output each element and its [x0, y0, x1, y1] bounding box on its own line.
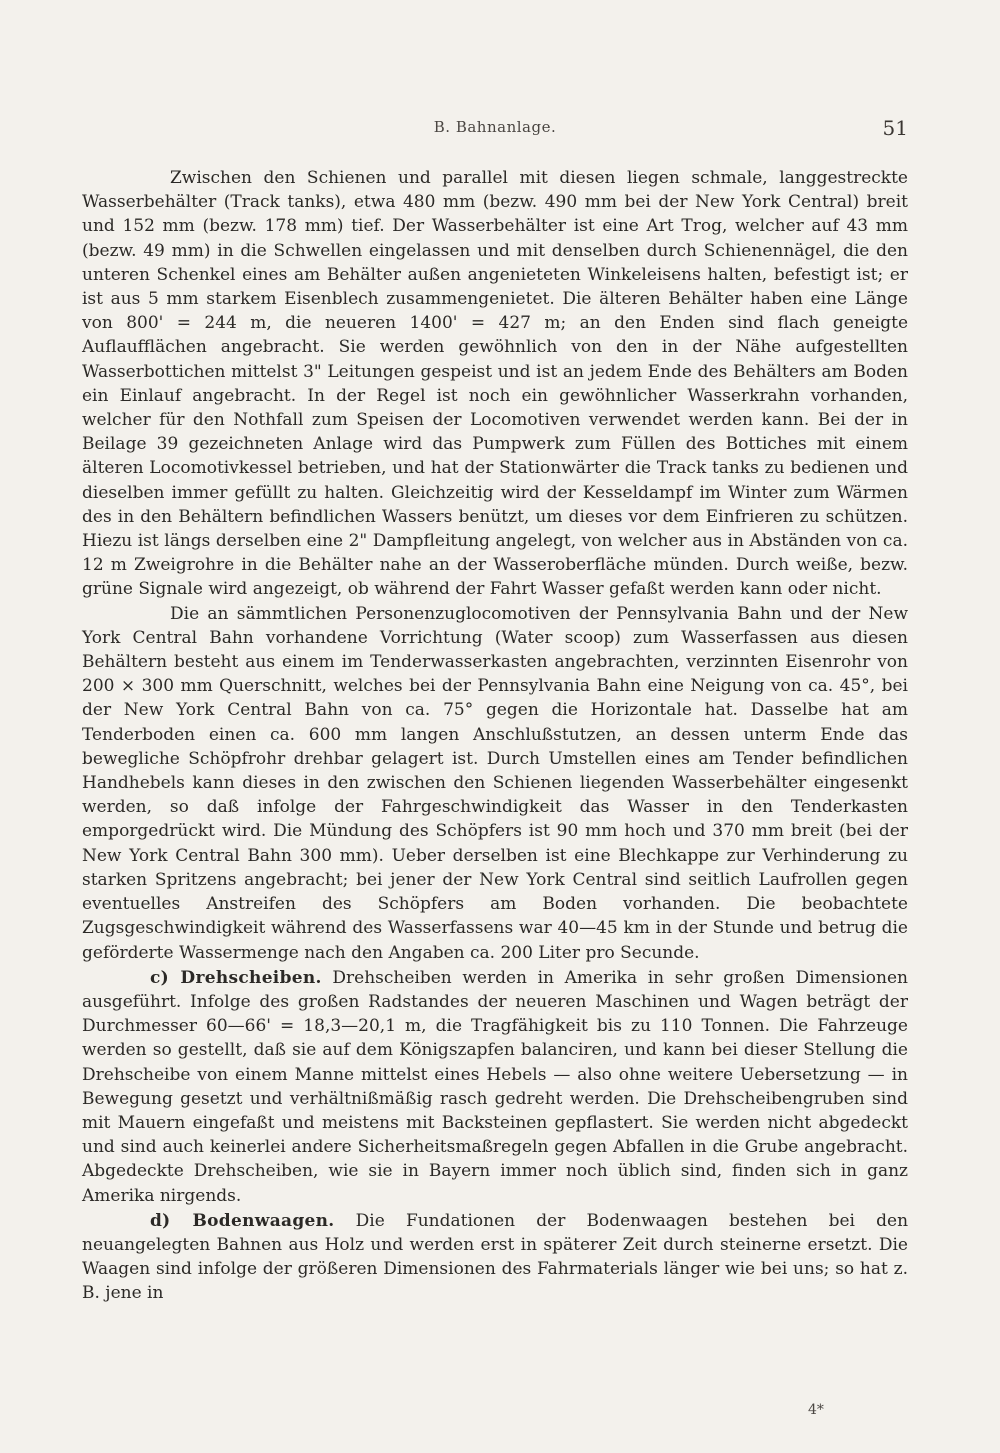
paragraph-track-tanks: Zwischen den Schienen und parallel mit diesen liegen schmale, langgestreckte Wasserbehälter (Track tanks), etwa 480 mm (bezw. 490 mm bei der New York Central) breit und 152 mm (bezw. 178 mm) tief. Der Wasserbehälter ist eine Art Trog, welcher auf 43 mm (bezw. 49 mm) in die Schwellen eingelassen und mit denselben durch Schienennägel, die den unteren Schenkel eines am Behälter außen angenieteten Winkeleisens halten, befestigt ist; er ist aus 5 mm starkem Eisenblech zusammengenietet. Die älteren Behälter haben eine Länge von 800' = 244 m, die neueren 1400' = 427 m; an den Enden sind flach geneigte Auflaufflächen angebracht. Sie werden gewöhnlich von den in der Nähe aufgestellten Wasserbottichen mittelst 3" Leitungen gespeist und ist an jedem Ende des Behälters am Boden ein Einlauf angebracht. In der Regel ist noch ein gewöhnlicher Wasserkrahn vorhanden, welcher für den Nothfall zum Speisen der Locomotiven verwendet werden kann. Bei der in Beilage 39 gezeichneten Anlage wird das Pumpwerk zum Füllen des Bottiches mit einem älteren Locomotivkessel betrieben, und hat der Stationwärter die Track tanks zu bedienen und dieselben immer gefüllt zu halten. Gleichzeitig wird der Kesseldampf im Winter zum Wärmen des in den Behältern befindlichen Wassers benützt, um dieses vor dem Einfrieren zu schützen. Hiezu ist längs derselben eine 2" Dampfleitung angelegt, von welcher aus in Abständen von ca. 12 m Zweigrohre in die Behälter nahe an der Wasseroberfläche münden. Durch weiße, bezw. grüne Signale wird angezeigt, ob während der Fahrt Wasser gefaßt werden kann oder nicht. [82, 168, 908, 600]
section-text: Drehscheiben werden in Amerika in sehr großen Dimensionen ausgeführt. Infolge des großen Radstandes der neueren Maschinen und Wagen beträgt der Durchmesser 60—66' = 18,3—20,1 m, die Tragfähigkeit bis zu 110 Tonnen. Die Fahrzeuge werden so gestellt, daß sie auf dem Königszapfen balanciren, und kann bei dieser Stellung die Drehscheibe von einem Manne mittelst eines Hebels — also ohne weitere Uebersetzung — in Bewegung gesetzt und verhältnißmäßig rasch gedreht werden. Die Drehscheibengruben sind mit Mauern eingefaßt und meistens mit Backsteinen gepflastert. Sie werden nicht abgedeckt und sind auch keinerlei andere Sicherheitsmaßregeln gegen Abfallen in die Grube angebracht. Abgedeckte Drehscheiben, wie sie in Bayern immer noch üblich sind, finden sich in ganz Amerika nirgends. [82, 967, 908, 1206]
page-header [82, 118, 908, 142]
body-text [82, 166, 908, 1306]
signature-mark: 4* [808, 1402, 824, 1418]
section-heading: d) Bodenwaagen. [150, 1210, 335, 1231]
section-drehscheiben [82, 966, 908, 1208]
section-bodenwaagen [82, 1209, 908, 1306]
paragraph-water-scoop: Die an sämmtlichen Personenzuglocomotiven der Pennsylvania Bahn und der New York Central Bahn vorhandene Vorrichtung (Water scoop) zum Wasserfassen aus diesen Behältern besteht aus einem im Tenderwasserkasten angebrachten, verzinnten Eisenrohr von 200 × 300 mm Querschnitt, welches bei der Pennsylvania Bahn eine Neigung von ca. 45°, bei der New York Central Bahn von ca. 75° gegen die Horizontale hat. Dasselbe hat am Tenderboden einen ca. 600 mm langen Anschlußstutzen, an dessen unterm Ende das bewegliche Schöpfrohr drehbar gelagert ist. Durch Umstellen eines am Tender befindlichen Handhebels kann dieses in den zwischen den Schienen liegenden Wasserbehälter eingesenkt werden, so daß infolge der Fahrgeschwindigkeit das Wasser in den Tenderkasten emporgedrückt wird. Die Mündung des Schöpfers ist 90 mm hoch und 370 mm breit (bei der New York Central Bahn 300 mm). Ueber derselben ist eine Blechkappe zur Verhinderung zu starken Spritzens angebracht; bei jener der New York Central sind seitlich Laufrollen gegen eventuelles Anstreifen des Schöpfers am Boden vorhanden. Die beobachtete Zugsgeschwindigkeit während des Wasserfassens war 40—45 km in der Stunde und betrug die geförderte Wassermenge nach den Angaben ca. 200 Liter pro Secunde. [82, 603, 908, 963]
page-number: 51 [882, 116, 908, 140]
running-head: B. Bahnanlage. [433, 118, 557, 136]
section-heading: c) Drehscheiben. [150, 967, 322, 988]
section-text: Die Fundationen der Bodenwaagen bestehen bei den neuangelegten Bahnen aus Holz und werden erst in späterer Zeit durch steinerne ersetzt. Die Waagen sind infolge der größeren Dimensionen des Fahrmaterials länger wie bei uns; so hat z. B. jene in [82, 1210, 909, 1304]
